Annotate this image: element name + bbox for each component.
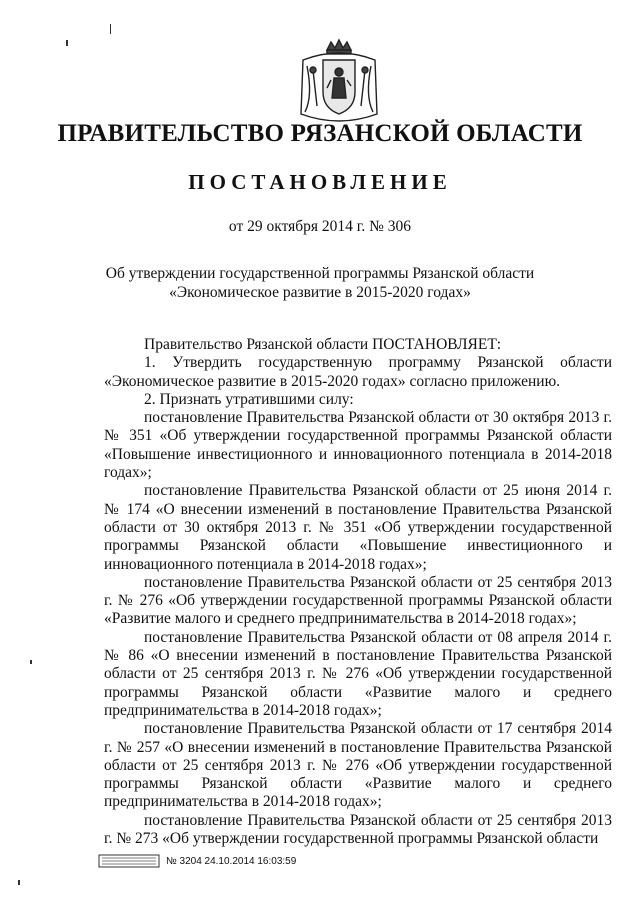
body-paragraph: постановление Правительства Рязанской области от 08 апреля 2014 г. № 86 «О внесении изменений в постановление Правительства Рязанской области от 25 сентября 2013 г. № 276 «Об утверждении государственной программы Рязанской области «Развитие малого и среднего предпринимательства в 2014-2018 годах»; [104, 628, 612, 719]
scan-mark [18, 880, 20, 885]
coat-of-arms-emblem [293, 36, 385, 128]
subject-line-2: «Экономическое развитие в 2015-2020 годах» [169, 284, 471, 301]
registry-stamp-icon [98, 854, 160, 868]
body-paragraph: 1. Утвердить государственную программу Рязанской области «Экономическое развитие в 2015-2020 годах» согласно приложению. [104, 354, 612, 390]
body-paragraph: 2. Признать утратившими силу: [144, 390, 354, 408]
document-date-number: от 29 октября 2014 г. № 306 [228, 218, 412, 235]
scan-mark [66, 40, 68, 46]
body-paragraph: постановление Правительства Рязанской области от 25 июня 2014 г. № 174 «О внесении изменений в постановление Правительства Рязанской области от 30 октября 2013 г. № 351 «Об утверждении государственной программы Рязанской области «Повышение инвестиционного и инновационного потенциала в 2014-2018 годах»; [104, 482, 612, 573]
resolution-intro: Правительство Рязанской области ПОСТАНОВЛЯЕТ: [144, 336, 502, 353]
body-paragraph: постановление Правительства Рязанской области от 25 сентября 2013 г. № 273 «Об утверждении государственной программы Рязанской области [104, 811, 612, 848]
subject-line-1: Об утверждении государственной программы Рязанской области [105, 265, 535, 282]
registration-footer [98, 853, 296, 869]
document-subject [80, 264, 560, 302]
body-paragraph: постановление Правительства Рязанской области от 17 сентября 2014 г. № 257 «О внесении изменений в постановление Правительства Рязанской области от 25 сентября 2013 г. № 276 «Об утверждении государственной программы Рязанской области «Развитие малого и среднего предпринимательства в 2014-2018 годах»; [104, 720, 612, 811]
body-paragraph: постановление Правительства Рязанской области от 25 сентября 2013 г. № 276 «Об утверждении государственной программы Рязанской области «Развитие малого и среднего предпринимательства в 2014-2018 годах»; [104, 573, 612, 628]
scan-mark [30, 660, 32, 664]
document-body [104, 336, 612, 848]
document-type: ПОСТАНОВЛЕНИЕ [188, 170, 452, 194]
scan-mark [110, 24, 111, 34]
body-paragraph: постановление Правительства Рязанской области от 30 октября 2013 г. № 351 «Об утверждении государственной программы Рязанской области «Повышение инвестиционного и инновационного потенциала в 2014-2018 годах»; [104, 409, 612, 482]
government-title: ПРАВИТЕЛЬСТВО РЯЗАНСКОЙ ОБЛАСТИ [57, 120, 583, 147]
registration-number: № 3204 24.10.2014 16:03:59 [166, 855, 297, 867]
